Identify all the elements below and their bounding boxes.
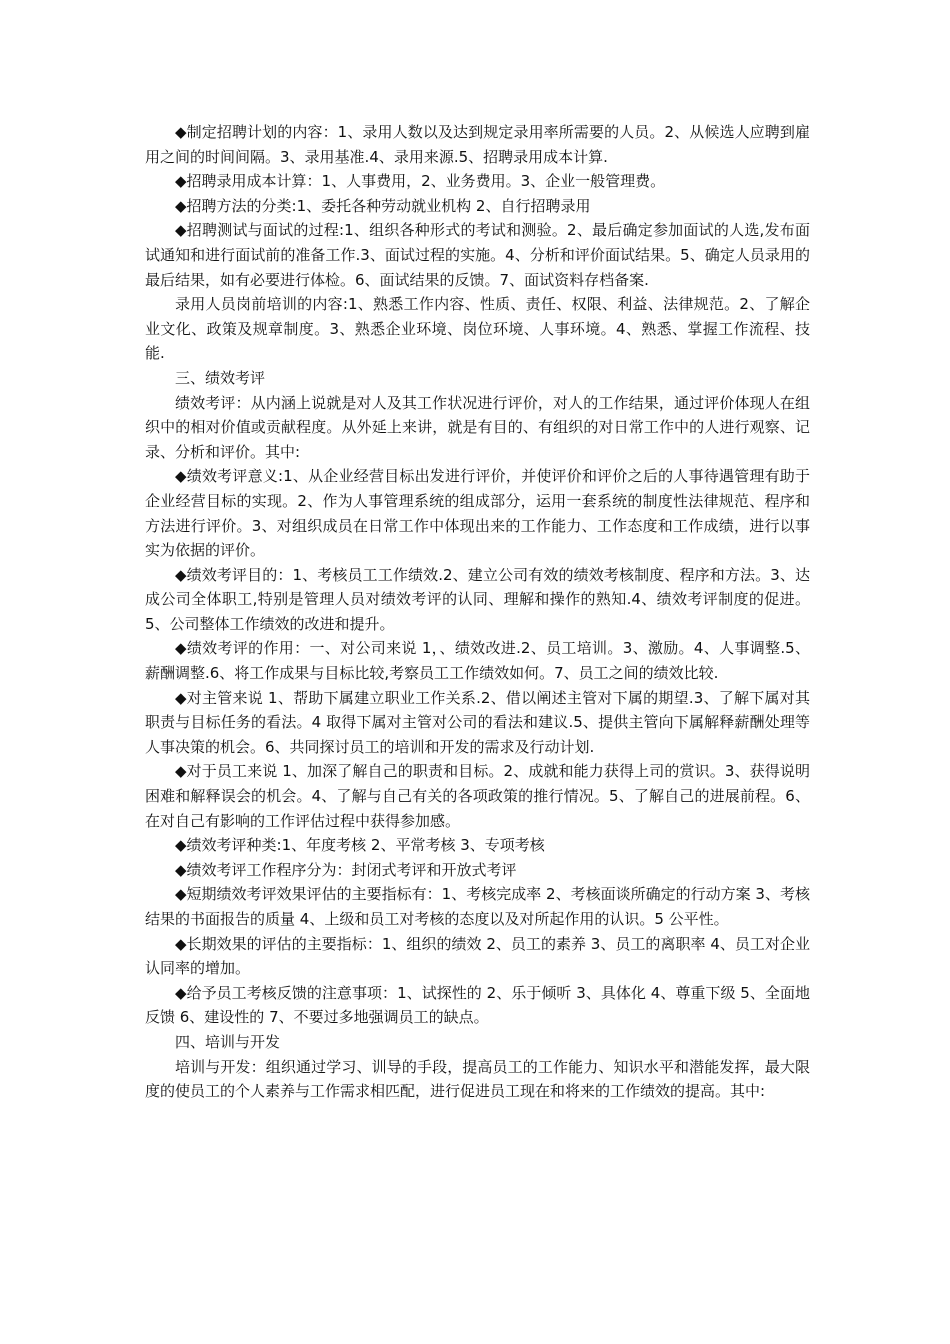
paragraph-feedback-notes: ◆给予员工考核反馈的注意事项：1、试探性的 2、乐于倾听 3、具体化 4、尊重下级 5、全面地反馈 6、建设性的 7、不要过多地强调员工的缺点。	[145, 983, 810, 1027]
paragraph-recruitment-methods: ◆招聘方法的分类:1、委托各种劳动就业机构 2、自行招聘录用	[175, 196, 591, 215]
paragraph-performance-procedure: ◆绩效考评工作程序分为：封闭式考评和开放式考评	[175, 860, 517, 879]
paragraph-long-term-indicators: ◆长期效果的评估的主要指标：1、组织的绩效 2、员工的素养 3、员工的离职率 4、员工对企业认同率的增加。	[145, 934, 810, 978]
paragraph-performance-role-manager: ◆对主管来说 1、帮助下属建立职业工作关系.2、借以阐述主管对下属的期望.3、了解下属对其职责与目标任务的看法。4 取得下属对主管对公司的看法和建议.5、提供主管向下属解释薪酬处理等人事决策的机会。6、共同探讨员工的培训和开发的需求及行动计划.	[145, 688, 810, 756]
paragraph-onboarding-training: 录用人员岗前培训的内容:1、熟悉工作内容、性质、责任、权限、利益、法律规范。2、了解企业文化、政策及规章制度。3、熟悉企业环境、岗位环境、人事环境。4、熟悉、掌握工作流程、技能.	[145, 295, 810, 363]
paragraph-interview-process: ◆招聘测试与面试的过程:1、组织各种形式的考试和测验。2、最后确定参加面试的人选,发布面试通知和进行面试前的准备工作.3、面试过程的实施。4、分析和评价面试结果。5、确定人员录用的最后结果，如有必要进行体检。6、面试结果的反馈。7、面试资料存档备案.	[145, 221, 810, 289]
section-heading-performance: 三、绩效考评	[175, 368, 266, 387]
paragraph-performance-significance: ◆绩效考评意义:1、从企业经营目标出发进行评价，并使评价和评价之后的人事待遇管理有助于企业经营目标的实现。2、作为人事管理系统的组成部分，运用一套系统的制度性法律规范、程序和方法进行评价。3、对组织成员在日常工作中体现出来的工作能力、工作态度和工作成绩，进行以事实为依据的评价。	[145, 467, 810, 560]
paragraph-performance-role-company: ◆绩效考评的作用：一、对公司来说 1，、绩效改进.2、员工培训。3、激励。4、人事调整.5、薪酬调整.6、将工作成果与目标比较,考察员工工作绩效如何。7、员工之间的绩效比较.	[145, 639, 810, 683]
paragraph-short-term-indicators: ◆短期绩效考评效果评估的主要指标有：1、考核完成率 2、考核面谈所确定的行动方案 3、考核结果的书面报告的质量 4、上级和员工对考核的态度以及对所起作用的认识。5 公平性。	[145, 885, 810, 928]
section-heading-training: 四、培训与开发	[175, 1032, 281, 1051]
paragraph-performance-types: ◆绩效考评种类:1、年度考核 2、平常考核 3、专项考核	[175, 836, 545, 855]
paragraph-recruitment-cost: ◆招聘录用成本计算：1、人事费用，2、业务费用。3、企业一般管理费。	[175, 172, 666, 191]
paragraph-training-definition: 培训与开发：组织通过学习、训导的手段，提高员工的工作能力、知识水平和潜能发挥，最大限度的使员工的个人素养与工作需求相匹配，进行促进员工现在和将来的工作绩效的提高。其中:	[145, 1057, 810, 1101]
paragraph-performance-role-employee: ◆对于员工来说 1、加深了解自己的职责和目标。2、成就和能力获得上司的赏识。3、获得说明困难和解释误会的机会。4、了解与自己有关的各项政策的推行情况。5、了解自己的进展前程。6、在对自己有影响的工作评估过程中获得参加感。	[145, 762, 810, 830]
paragraph-performance-definition: 绩效考评：从内涵上说就是对人及其工作状况进行评价，对人的工作结果，通过评价体现人在组织中的相对价值或贡献程度。从外延上来讲，就是有目的、有组织的对日常工作中的人进行观察、记录、分析和评价。其中:	[145, 393, 810, 461]
document-body	[145, 120, 810, 1104]
paragraph-recruitment-plan: ◆制定招聘计划的内容：1、录用人数以及达到规定录用率所需要的人员。2、从候选人应聘到雇用之间的时间间隔。3、录用基准.4、录用来源.5、招聘录用成本计算.	[145, 123, 810, 166]
paragraph-performance-purpose: ◆绩效考评目的：1、考核员工工作绩效.2、建立公司有效的绩效考核制度、程序和方法。3、达成公司全体职工,特别是管理人员对绩效考评的认同、理解和操作的熟知.4、绩效考评制度的促进。5、公司整体工作绩效的改进和提升。	[145, 565, 810, 633]
